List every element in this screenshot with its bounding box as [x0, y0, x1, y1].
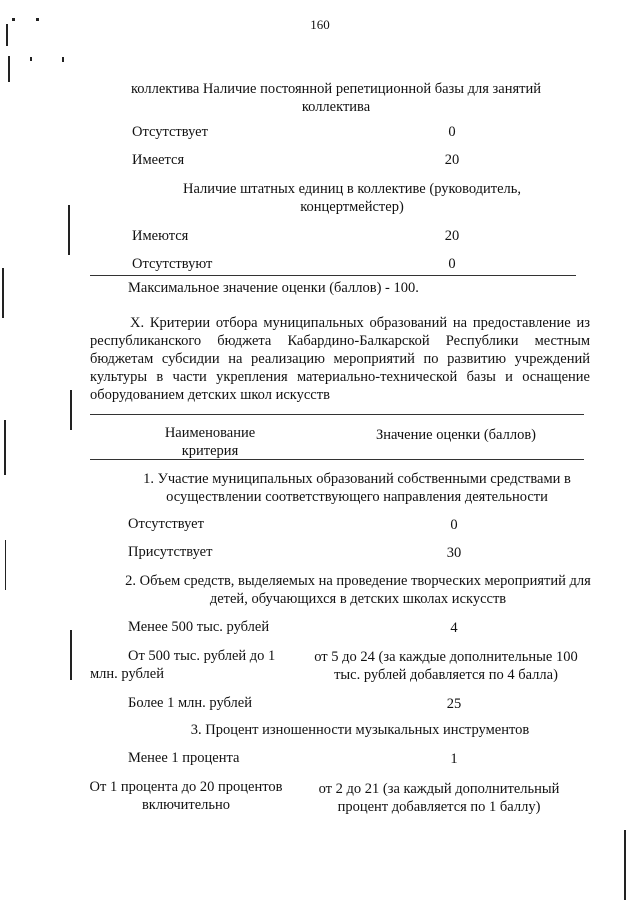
- row-value: 0: [448, 256, 456, 272]
- row-value: 1: [450, 751, 458, 767]
- scan-mark: [70, 630, 72, 680]
- scan-mark: [70, 390, 72, 430]
- row-value: от 5 до 24 (за каждые дополнительные 100 тыс. рублей добавляется по 4 балла): [314, 649, 578, 683]
- continuation-heading: коллектива Наличие постоянной репетиционной базы для занятий коллектива: [130, 81, 541, 115]
- scan-mark: [5, 540, 6, 590]
- row-label: Более 1 млн. рублей: [128, 695, 252, 711]
- scan-mark: [30, 57, 32, 61]
- row-label: Имеются: [132, 228, 189, 244]
- row-label: От 1 процента до 20 процентов включительно: [89, 779, 283, 813]
- row-label: Менее 500 тыс. рублей: [128, 619, 270, 635]
- row-value: 25: [446, 696, 462, 712]
- row-value: 20: [444, 228, 460, 244]
- scan-mark: [624, 830, 626, 900]
- row-label: Присутствует: [128, 544, 213, 560]
- row-label: Отсутствует: [132, 124, 208, 140]
- table-header-rule: [90, 459, 584, 460]
- row-label: От 500 тыс. рублей до 1 млн. рублей: [90, 648, 276, 682]
- row-label: Менее 1 процента: [128, 750, 240, 766]
- row-value: 0: [448, 124, 456, 140]
- row-value: 4: [450, 620, 458, 636]
- scan-mark: [6, 24, 8, 46]
- header-value: Значение оценки (баллов): [376, 427, 536, 443]
- criterion-1-title: 1. Участие муниципальных образований собственными средствами в осуществлении соответствующего направления деятельности: [143, 471, 571, 505]
- row-label: Отсутствует: [128, 516, 204, 532]
- scan-mark: [8, 56, 10, 82]
- page-number: 160: [310, 17, 330, 32]
- row-value: 0: [450, 517, 458, 533]
- row-label: Отсутствуют: [132, 256, 213, 272]
- criterion-2-title: 2. Объем средств, выделяемых на проведение творческих мероприятий для детей, обучающихся в детских школах искусств: [125, 573, 591, 607]
- row-value: 20: [444, 152, 460, 168]
- header-criterion: Наименование критерия: [164, 425, 256, 459]
- section-x-text: X. Критерии отбора муниципальных образований на предоставление из республиканского бюджета Кабардино-Балкарской Республики местным бюджетам субсидии на реализацию мероприятий по развитию учреждений культуры в части укрепления материально-технической базы и оснащение оборудованием детских школ искусств: [90, 315, 590, 403]
- scan-mark: [2, 268, 4, 318]
- divider: [90, 275, 576, 276]
- scan-mark: [36, 18, 39, 21]
- scan-mark: [62, 57, 64, 62]
- scan-mark: [4, 420, 6, 475]
- row-label: Имеется: [132, 152, 185, 168]
- row-value: 30: [446, 545, 462, 561]
- max-score: Максимальное значение оценки (баллов) - 100.: [128, 280, 419, 296]
- staff-heading: Наличие штатных единиц в коллективе (руководитель, концертмейстер): [182, 181, 522, 215]
- scan-mark: [68, 205, 70, 255]
- criterion-3-title: 3. Процент изношенности музыкальных инструментов: [190, 722, 530, 738]
- table-top-rule: [90, 414, 584, 415]
- scan-mark: [12, 18, 15, 21]
- row-value: от 2 до 21 (за каждый дополнительный процент добавляется по 1 баллу): [318, 781, 560, 815]
